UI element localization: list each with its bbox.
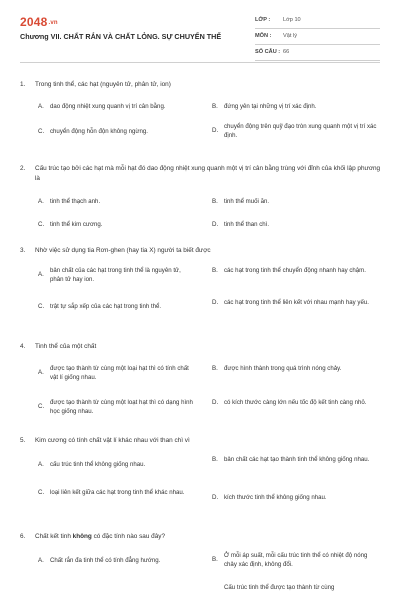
- option-letter: B.: [212, 102, 218, 110]
- header-divider: [20, 62, 380, 63]
- option-text: tinh thể thạch anh.: [50, 198, 101, 205]
- option-letter: D.: [212, 298, 219, 306]
- question-text: [20, 80, 382, 90]
- option-text: chuyển động hỗn độn không ngừng.: [50, 127, 148, 135]
- question-number: 3.: [20, 247, 26, 254]
- option-text: tinh thể than chì.: [224, 221, 270, 228]
- meta-info: [255, 14, 380, 62]
- question-stem-before: Chất kết tinh: [35, 533, 73, 540]
- option-letter: B.: [212, 266, 218, 274]
- option-letter: C.: [38, 127, 45, 135]
- option-letter: C.: [38, 302, 45, 310]
- option-text: Ở mỗi áp suất, mỗi cấu trúc tinh thể có nhiệt độ nóng chảy xác định, không đổi.: [224, 551, 368, 568]
- question-2: [20, 164, 382, 239]
- question-number: 6.: [20, 533, 26, 540]
- question-text: [20, 246, 382, 256]
- question-5: [20, 436, 382, 524]
- option-letter: D.: [212, 493, 219, 501]
- question-stem: Nhờ việc sử dụng tia Rơn-ghen (hay tia X) người ta biết được: [35, 247, 211, 254]
- option-letter: A.: [38, 102, 44, 110]
- meta-row-subject: [255, 30, 380, 45]
- question-stem-after: có đặc tính nào sau đây?: [91, 533, 166, 540]
- chapter-title: Chương VII. CHẤT RẮN VÀ CHẤT LỎNG. SỰ CHUYỂN THỂ: [20, 32, 222, 41]
- option-text: tinh thể kim cương.: [50, 221, 103, 228]
- option-text: loại liên kết giữa các hạt trong tinh thể khác nhau.: [50, 488, 185, 496]
- options: [20, 358, 382, 430]
- option-a[interactable]: [38, 460, 210, 469]
- option-text: có kích thước càng lớn nếu tốc độ kết tinh càng nhỏ.: [224, 398, 367, 406]
- option-a[interactable]: [38, 197, 210, 206]
- option-text: bản chất của các hạt trong tinh thể là nguyên tử, phân tử hay ion.: [50, 266, 181, 283]
- question-text: [20, 532, 382, 542]
- logo-text: 2048: [20, 15, 48, 29]
- question-stem: Trong tinh thể, các hạt (nguyên tử, phân tử, ion): [35, 81, 171, 88]
- option-letter: B.: [212, 455, 218, 463]
- option-letter: B.: [212, 556, 218, 564]
- meta-value: Lớp 10: [283, 17, 301, 23]
- option-b[interactable]: [212, 455, 382, 464]
- question-stem: Cấu trúc tạo bởi các hạt mà mỗi hạt đó dao động nhiệt xung quanh một vị trí cân bằng trùng với đỉnh của khối lập phương là: [35, 165, 381, 182]
- option-c[interactable]: [38, 302, 210, 311]
- logo-suffix: .vn: [48, 19, 58, 26]
- option-text: được tạo thành từ cùng một loại hạt thì có tính chất vật lí giống nhau.: [50, 364, 189, 381]
- option-text: được hình thành trong quá trình nóng chảy.: [224, 364, 342, 372]
- option-a[interactable]: [38, 266, 210, 284]
- option-text: dao động nhiệt xung quanh vị trí cân bằng.: [50, 102, 166, 110]
- option-letter: C.: [38, 221, 45, 229]
- option-c[interactable]: [38, 127, 210, 136]
- option-letter: C.: [38, 488, 45, 496]
- meta-row-class: [255, 14, 380, 29]
- options: [20, 262, 382, 334]
- option-text: cấu trúc tinh thể không giống nhau.: [50, 460, 146, 468]
- option-d[interactable]: [212, 493, 382, 502]
- meta-value: 66: [283, 49, 290, 55]
- question-stem-emphasis: không: [72, 533, 92, 540]
- options: [20, 96, 382, 148]
- question-text: [20, 342, 382, 352]
- question-4: [20, 342, 382, 430]
- site-logo[interactable]: [20, 15, 58, 29]
- option-letter: C.: [38, 403, 45, 411]
- option-text: Chất rắn đa tinh thể có tính đẳng hướng.: [50, 556, 161, 564]
- meta-label: SỐ CÂU :: [255, 49, 281, 55]
- question-6: [20, 532, 382, 608]
- option-letter: D.: [212, 127, 219, 135]
- option-letter: A.: [38, 271, 44, 279]
- question-number: 5.: [20, 437, 26, 444]
- option-text: chuyển động trên quỹ đạo tròn xung quanh một vị trí xác định.: [224, 122, 377, 139]
- option-letter: A.: [38, 556, 44, 564]
- option-a[interactable]: [38, 364, 210, 382]
- meta-row-count: [255, 46, 380, 61]
- options: [20, 452, 382, 524]
- option-a[interactable]: [38, 556, 210, 565]
- option-text: trật tự sắp xếp của các hạt trong tinh thể.: [50, 302, 162, 310]
- question-1: [20, 80, 382, 148]
- option-text: được tạo thành từ cùng một loạt hạt thì có dạng hình học giống nhau.: [50, 398, 193, 415]
- option-text: các hạt trong tinh thể chuyển động nhanh hay chậm.: [224, 266, 366, 274]
- option-c[interactable]: [38, 398, 210, 416]
- option-text: bản chất các hạt tạo thành tinh thể không giống nhau.: [224, 455, 370, 463]
- option-text: Cấu trúc tinh thể được tạo thành từ cùng: [224, 583, 335, 591]
- question-number: 1.: [20, 81, 26, 88]
- option-letter: B.: [212, 198, 218, 206]
- option-d[interactable]: [212, 122, 382, 140]
- question-3: [20, 246, 382, 334]
- option-continued[interactable]: [212, 583, 382, 592]
- option-d[interactable]: [212, 220, 382, 229]
- meta-label: MÔN :: [255, 33, 272, 39]
- option-text: các hạt trong tinh thể liên kết với nhau mạnh hay yếu.: [224, 298, 369, 306]
- question-stem: Tinh thể của một chất: [35, 343, 97, 350]
- option-text: tinh thể muối ăn.: [224, 198, 270, 205]
- meta-value: Vật lý: [283, 33, 297, 39]
- option-letter: A.: [38, 460, 44, 468]
- option-letter: D.: [212, 398, 219, 406]
- option-letter: A.: [38, 198, 44, 206]
- option-d[interactable]: [212, 398, 382, 407]
- option-text: kích thước tinh thể không giống nhau.: [224, 493, 327, 501]
- option-letter: B.: [212, 364, 218, 372]
- option-a[interactable]: [38, 102, 210, 111]
- options: [20, 189, 382, 239]
- option-text: đứng yên tại những vị trí xác định.: [224, 102, 317, 110]
- question-number: 4.: [20, 343, 26, 350]
- option-d[interactable]: [212, 298, 382, 307]
- question-text: [20, 436, 382, 446]
- options: [20, 548, 382, 608]
- option-c[interactable]: [38, 488, 210, 497]
- option-b[interactable]: [212, 197, 382, 206]
- option-letter: A.: [38, 369, 44, 377]
- option-b[interactable]: [212, 364, 382, 373]
- meta-label: LỚP :: [255, 17, 271, 23]
- question-number: 2.: [20, 165, 26, 172]
- option-b[interactable]: [212, 266, 382, 275]
- option-b[interactable]: [212, 102, 382, 111]
- option-c[interactable]: [38, 220, 210, 229]
- option-letter: D.: [212, 221, 219, 229]
- question-text: [20, 164, 382, 183]
- question-stem: Kim cương có tính chất vật lí khác nhau với than chì vì: [35, 437, 190, 444]
- option-b[interactable]: [212, 551, 382, 569]
